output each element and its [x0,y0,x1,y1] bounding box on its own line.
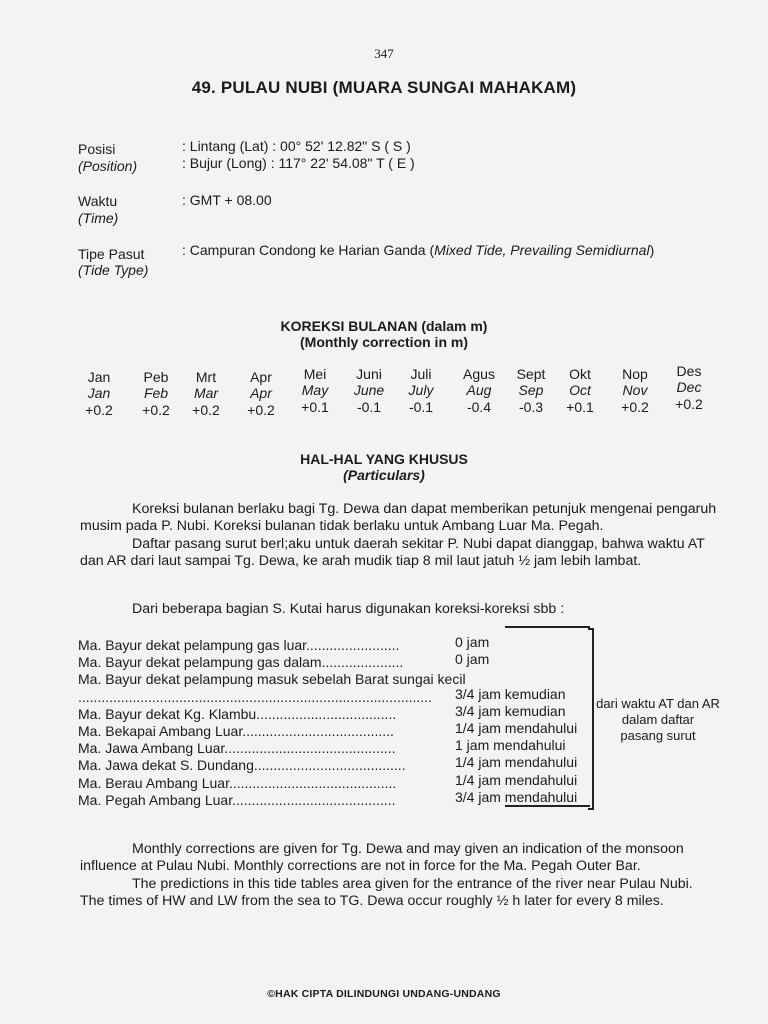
location-time-offset: 0 jam [455,634,490,650]
month-correction-value: +0.2 [192,402,220,418]
location-name: Ma. Pegah Ambang Luar.......................................... [78,791,396,808]
month-en: July [408,382,434,398]
month-correction-value: -0.4 [466,399,492,415]
month-en: June [353,382,385,398]
month-en: Nov [622,382,648,398]
monthly-correction-subtitle: (Monthly correction in m) [300,334,468,350]
location-time-offset: 3/4 jam kemudian [455,702,566,719]
location-name: Ma. Jawa dekat S. Dundang....................................... [78,757,406,774]
time-label-en: (Time) [78,210,119,226]
location-time-offset: 1/4 jam mendahului [455,771,578,788]
bracket-bottom [505,805,590,807]
location-time-offset: 3/4 jam kemudian [455,685,566,702]
copyright-footer: ©HAK CIPTA DILINDUNGI UNDANG-UNDANG [267,988,501,1000]
month-id: Nop [622,366,648,382]
month-id: Apr [250,369,272,385]
month-en: May [301,382,329,398]
month-id: Sept [516,366,546,382]
longitude-value: : Bujur (Long) : 117° 22' 54.08" T ( E ) [182,155,415,171]
month-en: Sep [518,382,544,398]
month-correction-value: -0.1 [356,399,382,415]
tide-type-value: : Campuran Condong ke Harian Ganda (Mixed Tide, Prevailing Semidiurnal) [182,242,655,258]
paragraph-predictions-en: The predictions in this tide tables area given for the entrance of the river near Pulau Nubi. The times of HW and LW from the sea to TG. Dewa occur roughly ½ h later for every 8 miles. [80,876,693,910]
month-en: Mar [193,385,219,401]
location-time-offset: 0 jam [455,651,490,668]
month-correction-value: -0.3 [518,399,544,415]
location-time-offset: 3/4 jam mendahului [455,788,578,805]
month-correction-value: +0.1 [566,399,594,415]
tide-type-label: Tipe Pasut [78,246,145,262]
location-time-offset: 1 jam mendahului [455,737,566,754]
position-label-en: (Position) [78,158,138,174]
paragraph-monthly-correction-en: Monthly corrections are given for Tg. Dewa and may given an indication of the monsoon influence at Pulau Nubi. Monthly corrections are not in force for the Ma. Pegah Outer Bar. [80,841,684,875]
location-name: Ma. Jawa Ambang Luar............................................ [78,740,396,757]
location-time-offset: 1/4 jam mendahului [455,754,578,771]
location-name: ........................................................................................... [78,688,432,705]
month-en: Feb [143,385,169,401]
month-id: Jan [87,369,111,385]
month-correction-value: +0.1 [301,399,329,415]
location-name: Ma. Bayur dekat pelampung gas luar........................ [78,637,400,653]
page-number: 347 [374,46,394,61]
month-id: Des [676,363,702,379]
time-value: : GMT + 08.00 [182,192,272,208]
note-line-2: dalam daftar [621,712,695,727]
month-en: Dec [676,379,702,395]
location-name: Ma. Bayur dekat pelampung gas dalam..................... [78,654,404,671]
month-id: Juli [410,366,432,382]
position-label: Posisi [78,141,116,157]
tide-type-label-en: (Tide Type) [78,262,149,278]
month-en: Apr [250,385,272,401]
particulars-subtitle: (Particulars) [343,467,425,483]
month-correction-value: +0.2 [247,402,275,418]
location-name: Ma. Bayur dekat Kg. Klambu.................................... [78,705,397,722]
monthly-correction-title: KOREKSI BULANAN (dalam m) [280,318,488,334]
time-label: Waktu [78,193,118,209]
month-en: Aug [466,382,492,398]
location-name: Ma. Bekapai Ambang Luar....................................... [78,723,394,739]
note-line-3: pasang surut [620,728,696,743]
month-id: Peb [143,369,169,385]
month-correction-value: +0.2 [675,396,703,412]
month-id: Agus [463,366,495,382]
month-correction-value: +0.2 [142,402,170,418]
bracket-note [594,696,722,744]
month-correction-value: +0.2 [85,402,113,418]
month-id: Mrt [195,369,217,385]
paragraph-monthly-correction-id: Koreksi bulanan berlaku bagi Tg. Dewa dan dapat memberikan petunjuk mengenai pengaruh musim pada P. Nubi. Koreksi bulanan tidak berlaku untuk Ambang Luar Ma. Pegah. [80,501,717,535]
month-id: Juni [356,366,382,382]
paragraph-kutai-intro: Dari beberapa bagian S. Kutai harus digunakan koreksi-koreksi sbb : [132,601,565,617]
location-name: Ma. Bayur dekat pelampung masuk sebelah Barat sungai kecil [78,671,466,688]
bracket-top [505,626,590,628]
note-line-1: dari waktu AT dan AR [596,696,720,711]
month-en: Jan [87,385,111,401]
month-id: Okt [569,366,591,382]
month-id: Mei [303,366,327,382]
page-title: 49. PULAU NUBI (MUARA SUNGAI MAHAKAM) [191,78,577,97]
month-correction-value: +0.2 [621,399,649,415]
month-correction-value: -0.1 [408,399,434,415]
location-time-offset: 1/4 jam mendahului [455,720,578,736]
month-en: Oct [569,382,591,398]
latitude-value: : Lintang (Lat) : 00° 52' 12.82" S ( S ) [182,138,411,154]
paragraph-tide-table-id: Daftar pasang surut berl;aku untuk daerah sekitar P. Nubi dapat dianggap, bahwa waktu AT dan AR dari laut sampai Tg. Dewa, ke arah mudik tiap 8 mil laut jatuh ½ jam lebih lambat. [80,536,705,570]
particulars-title: HAL-HAL YANG KHUSUS [300,451,468,467]
location-name: Ma. Berau Ambang Luar........................................... [78,774,397,791]
